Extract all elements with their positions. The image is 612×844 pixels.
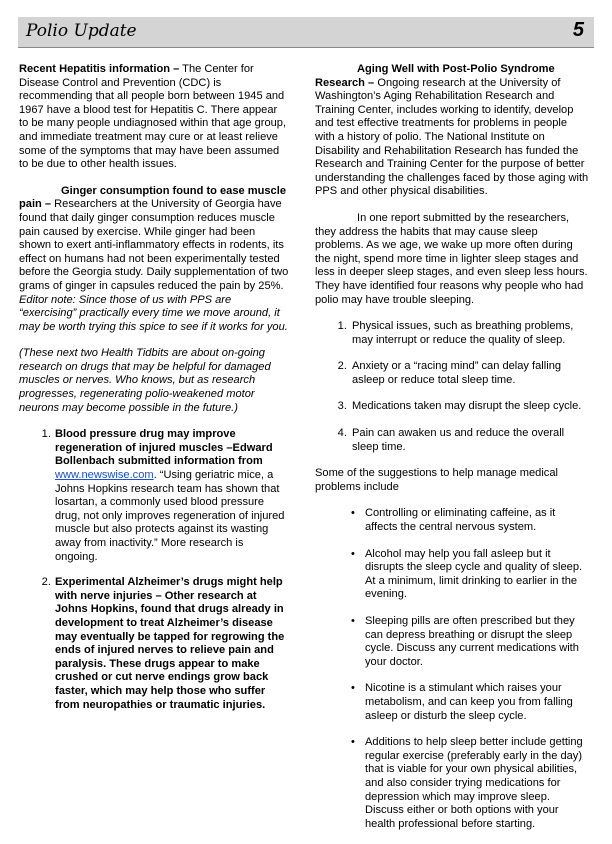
list-item: 2. Anxiety or a “racing mind” can delay falling asleep or reduce total sleep time. bbox=[350, 360, 589, 387]
list-item: • Sleeping pills are often prescribed but they can depress breathing or disrupt the sleep cycle. Discuss any current medications with your doctor. bbox=[365, 615, 589, 669]
aging-paragraph bbox=[315, 63, 589, 199]
list-item: • Alcohol may help you fall asleep but it disrupts the sleep cycle and quality of sleep. At a minimum, limit drinking to earlier in the evening. bbox=[365, 548, 589, 602]
list-item: • Nicotine is a stimulant which raises your metabolism, and can keep you from falling asleep or disturb the sleep cycle. bbox=[365, 682, 589, 723]
page-header bbox=[18, 17, 594, 48]
list-item bbox=[54, 576, 289, 712]
ginger-heading: Ginger consumption found to ease muscle pain – bbox=[19, 184, 286, 211]
list-item: • Controlling or eliminating caffeine, as it affects the central nervous system. bbox=[365, 507, 589, 534]
list-item bbox=[54, 428, 289, 564]
aging-text: Ongoing research at the University of Washington’s Aging Rehabilitation Research and Training Center, includes working to identify, develop and test effective treatments for problems in people with a history of polio. The National Institute on Disability and Rehabilitation Research has funded the Research and Training Center for the purpose of better understanding the challenges faced by those aging with PPS and other physical disabilities. bbox=[315, 76, 589, 198]
ginger-paragraph bbox=[19, 185, 289, 335]
list-item: 4. Pain can awaken us and reduce the overall sleep time. bbox=[350, 427, 589, 454]
bp-drug-text: . “Using geriatric mice, a Johns Hopkins research team has shown that losartan, a commonly used blood pressure drug, not only improves regeneration of injured muscle but also protects against its wasting away from inactivity.” More research is ongoing. bbox=[55, 469, 285, 563]
hepatitis-heading: Recent Hepatitis information – bbox=[19, 63, 180, 75]
hepatitis-paragraph bbox=[19, 63, 289, 172]
list-item: 1. Physical issues, such as breathing problems, may interrupt or reduce the quality of sleep. bbox=[350, 320, 589, 347]
right-column bbox=[315, 63, 589, 844]
left-column bbox=[19, 63, 289, 724]
page-number: 5 bbox=[572, 19, 584, 41]
alzheimer-drug-text: Experimental Alzheimer’s drugs might help with nerve injuries – Other research at Johns Hopkins, found that drugs already in development to treat Alzheimer’s disease may eventually be tapped for regrowing the ends of injured nerves to relieve pain and paralysis. These drugs appear to make crushed or cut nerve endings grow back faster, which may help those who suffer from neuropathies or traumatic injuries. bbox=[55, 576, 285, 711]
list-item: • Additions to help sleep better include getting regular exercise (preferably early in the day) that is viable for your own physical abilities, and also consider trying medications for depression which may improve sleep. Discuss either or both options with your health professional before starting. bbox=[365, 736, 589, 831]
list-item: 3. Medications taken may disrupt the sleep cycle. bbox=[350, 400, 589, 414]
tidbits-intro: (These next two Health Tidbits are about on-going research on drugs that may be helpful for damaged muscles or nerves. Who knows, but as research progresses, regenerating polio-weakened motor neurons may become possible in the future.) bbox=[19, 347, 271, 414]
sleep-reasons-list bbox=[315, 320, 589, 454]
suggestions-intro: Some of the suggestions to help manage medical problems include bbox=[315, 467, 558, 493]
hepatitis-text: The Center for Disease Control and Prevention (CDC) is recommending that all people born between 1945 and 1967 have a blood test for Hepatitis C. There appear to be many people undiagnosed within that age group, and immediate treatment may cure or at least relieve some of the symptoms that may have been assumed to be due to other health issues. bbox=[19, 63, 287, 171]
aging-heading: Aging Well with Post-Polio Syndrome Research – bbox=[315, 63, 555, 89]
sleep-habits-paragraph: In one report submitted by the researchers, they address the habits that may cause sleep problems. As we age, we wake up more often during the night, spend more time in lighter sleep stages and less in deeper sleep stages, and even sleep less hours. They have identified four reasons why people who had polio may have trouble sleeping. bbox=[315, 211, 588, 306]
tidbits-list bbox=[19, 428, 289, 712]
suggestions-list bbox=[315, 507, 589, 831]
ginger-text: Researchers at the University of Georgia have found that daily ginger consumption reduces muscle pain caused by exercise. While ginger had been shown to exert anti-inflammatory effects in rodents, its effect on humans had not been experimentally tested before the Georgia study. Daily supplementation of two grams of ginger in capsules reduced the pain by 25%. bbox=[19, 198, 289, 292]
newswise-link[interactable]: www.newswise.com bbox=[55, 469, 154, 482]
newsletter-title: Polio Update bbox=[26, 21, 137, 41]
ginger-editor-note: Editor note: Since those of us with PPS are “exercising” practically every time we move around, it may be worth trying this spice to see if it works for you. bbox=[19, 293, 288, 333]
bp-drug-heading: Blood pressure drug may improve regeneration of injured muscles –Edward Bollenbach submitted information from bbox=[55, 428, 273, 468]
